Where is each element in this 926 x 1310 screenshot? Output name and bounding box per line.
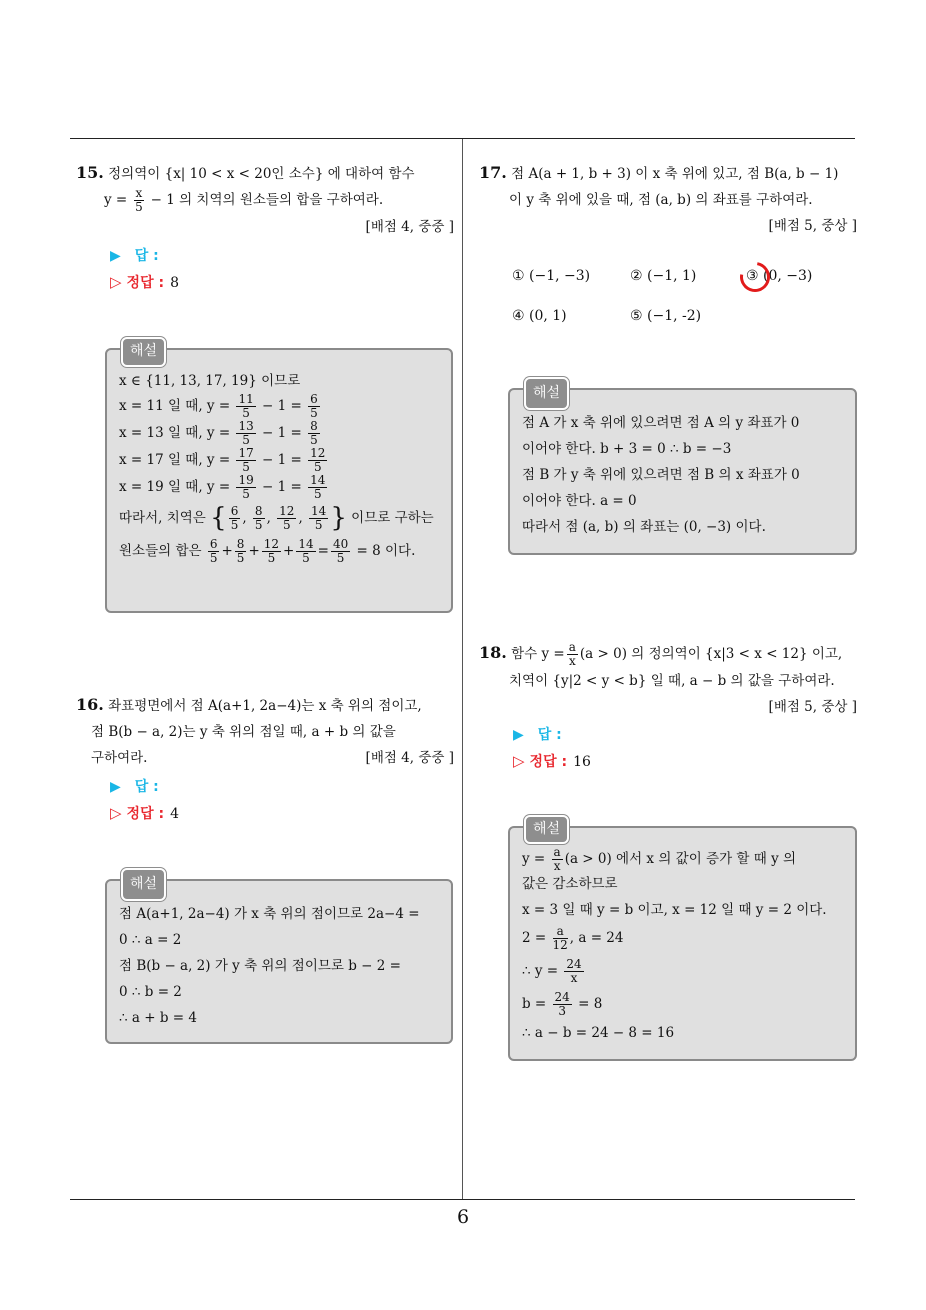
difficulty-meta: [배점 4, 중중 ] [365, 219, 454, 235]
answer-row [110, 776, 159, 796]
filled-triangle-icon: ▶ [110, 248, 121, 264]
problem-16: 16. 좌표평면에서 점 A(a+1, 2a−4)는 x 축 위의 점이고, 점 B(b − a, 2)는 y 축 위의 점일 때, a + b 의 값을 구하여라. [배점 4, 중중 ] [76, 692, 454, 771]
correct-answer-row [110, 803, 179, 823]
selected-circle-icon [734, 256, 776, 298]
answer-row [513, 724, 562, 744]
problem-15-line2: y = $\frac{x}{5}$ − 1 의 치역의 원소들의 합을 구하여라. [104, 186, 384, 214]
correct-answer-value: 16 [573, 754, 591, 770]
choice-4[interactable]: ④ (0, 1) [512, 308, 567, 324]
problem-number: 18. [479, 643, 507, 662]
correct-label: 정답 : [126, 275, 165, 291]
answer-label: 답 : [537, 727, 562, 743]
problem-number: 15. [76, 163, 104, 182]
choice-list [512, 268, 852, 328]
choice-3[interactable]: ③ (0, −3) [746, 268, 812, 284]
problem-15 [76, 160, 454, 240]
choice-2[interactable]: ② (−1, 1) [630, 268, 697, 284]
correct-answer-value: 8 [170, 275, 179, 291]
choice-1[interactable]: ① (−1, −3) [512, 268, 591, 284]
bottom-rule [70, 1199, 855, 1200]
outline-triangle-icon: ▷ [110, 273, 122, 291]
page-number: 6 [456, 1206, 470, 1228]
difficulty-meta: [배점 4, 중중 ] [365, 750, 454, 766]
choice-5[interactable]: ⑤ (−1, -2) [630, 308, 702, 324]
outline-triangle-icon: ▷ [110, 804, 122, 822]
solution-tag: 해설 [121, 868, 166, 901]
answer-label: 답 : [134, 248, 159, 264]
problem-18: 18. 함수 y = $\frac{a}{x}$ (a > 0) 의 정의역이 {x|3 < x < 12} 이고, 치역이 {y|2 < y < b} 일 때, a − b 의 값을 구하여라. [배점 5, 중상 ] [479, 640, 857, 720]
correct-label: 정답 : [529, 754, 568, 770]
solution-box-15: 해설 x ∈ {11, 13, 17, 19} 이므로 x = 11 일 때, y = $\frac{11}{5}$ − 1 = $\frac{6}{5}$ x = 13 일 때, y = $\frac{13}{5}$ − 1 = $\frac{8}{5}$ x = 17 일 때, y = $\frac{17}{5}$ − 1 = $\frac{12}{5}$ x = 19 일 때, y = $\frac{19}{5}$ − 1 = $\frac{14}{5}$ 따라서, 치역은 { $\frac{6}{5}$ , $\frac{8}{5}$ , $\frac{12}{5}$ , $\frac{14}{5}$ } 이므로 구하는 원소들의 합은 $\frac{6}{5}$ + $\frac{8}{5}$ + $\frac{12}{5}$ + $\frac{14}{5}$ = $\frac{40}{5}$ = 8 이다. [105, 348, 453, 613]
correct-label: 정답 : [126, 806, 165, 822]
solution-box-17: 해설 점 A 가 x 축 위에 있으려면 점 A 의 y 좌표가 0 이어야 한다. b + 3 = 0 ∴ b = −3 점 B 가 y 축 위에 있으려면 점 B 의 x 좌표가 0 이어야 한다. a = 0 따라서 점 (a, b) 의 좌표는 (0, −3) 이다. [508, 388, 857, 555]
solution-tag: 해설 [524, 815, 569, 844]
column-divider [462, 139, 463, 1199]
fraction: $\frac{a}{x}$ [568, 640, 576, 668]
problem-17: 17. 점 A(a + 1, b + 3) 이 x 축 위에 있고, 점 B(a, b − 1) 이 y 축 위에 있을 때, 점 (a, b) 의 좌표를 구하여라. [배점 5, 중상 ] [479, 160, 857, 239]
answer-row [110, 245, 159, 265]
solution-box-18: 해설 y = $\frac{a}{x}$ (a > 0) 에서 x 의 값이 증가 할 때 y 의 값은 감소하므로 x = 3 일 때 y = b 이고, x = 12 일 때 y = 2 이다. 2 = $\frac{a}{12}$ , a = 24 ∴ y = $\frac{24}{x}$ b = $\frac{24}{3}$ = 8 ∴ a − b = 24 − 8 = 16 [508, 826, 857, 1061]
difficulty-meta: [배점 5, 중상 ] [768, 699, 857, 715]
correct-answer-value: 4 [170, 806, 179, 822]
filled-triangle-icon: ▶ [110, 779, 121, 795]
outline-triangle-icon: ▷ [513, 752, 525, 770]
answer-label: 답 : [134, 779, 159, 795]
problem-number: 16. [76, 695, 104, 714]
filled-triangle-icon: ▶ [513, 727, 524, 743]
correct-answer-row [110, 272, 179, 292]
correct-answer-row [513, 751, 591, 771]
difficulty-meta: [배점 5, 중상 ] [768, 218, 857, 234]
fraction: $\frac{x}{5}$ [135, 186, 143, 214]
solution-tag: 해설 [524, 377, 569, 410]
solution-box-16: 해설 점 A(a+1, 2a−4) 가 x 축 위의 점이므로 2a−4 = 0 ∴ a = 2 점 B(b − a, 2) 가 y 축 위의 점이므로 b − 2 = 0 ∴ b = 2 ∴ a + b = 4 [105, 879, 453, 1044]
problem-number: 17. [479, 163, 507, 182]
problem-15-line1: 15. 정의역이 {x| 10 < x < 20인 소수} 에 대하여 함수 [76, 163, 415, 182]
solution-tag: 해설 [121, 337, 166, 367]
